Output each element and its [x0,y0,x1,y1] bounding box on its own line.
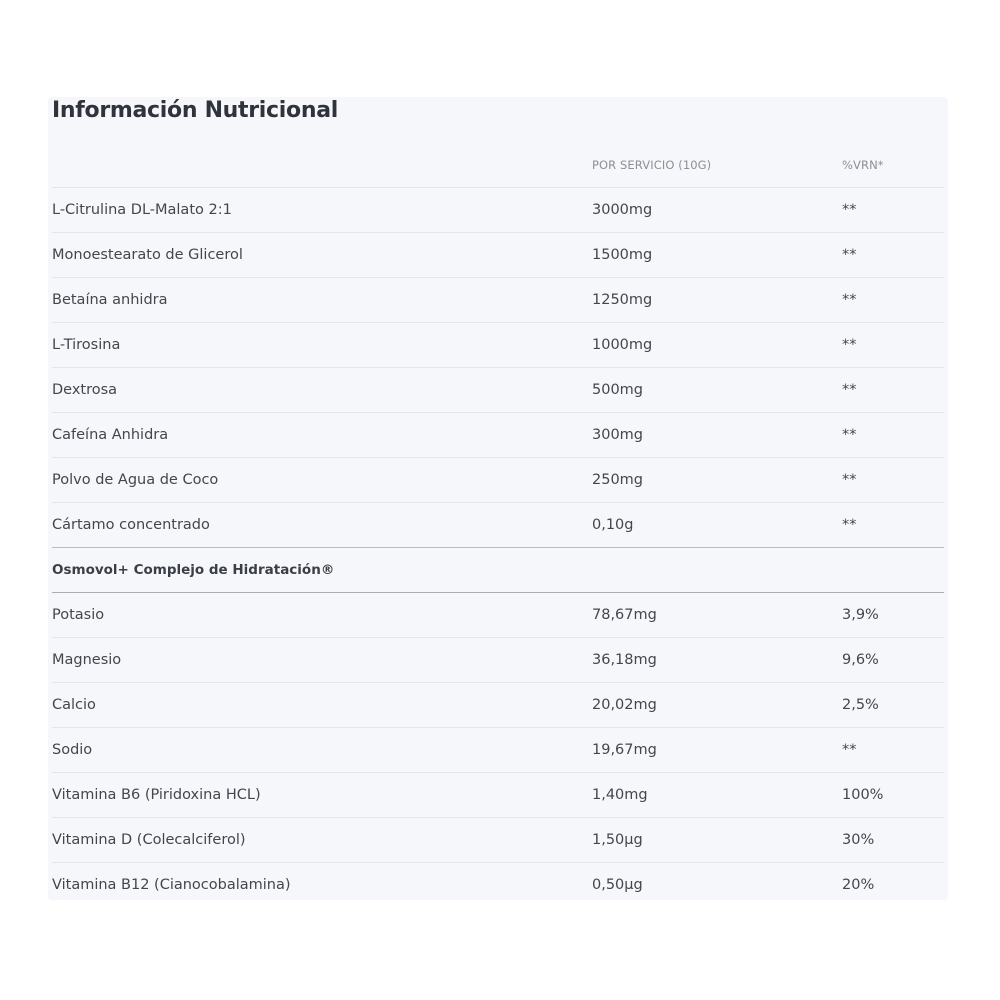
ingredient-vrn: ** [842,413,944,458]
table-row [52,638,944,683]
ingredient-vrn: 20% [842,877,875,893]
ingredient-name: L-Citrulina DL-Malato 2:1 [52,188,592,233]
ingredient-amount: 300mg [592,413,842,458]
ingredient-vrn: ** [842,503,944,548]
column-header-per-serving: POR SERVICIO (10G) [592,143,842,188]
table-row [52,413,944,458]
section-header-row [52,548,944,593]
ingredient-vrn: ** [842,458,944,503]
table-header-row [52,143,944,188]
ingredient-amount: 1500mg [592,233,842,278]
ingredient-vrn: ** [842,188,944,233]
ingredient-name: Vitamina B12 (Cianocobalamina) [52,877,291,893]
table-row [52,368,944,413]
ingredient-amount: 36,18mg [592,638,842,683]
ingredient-amount: 1,40mg [592,773,842,818]
ingredient-vrn: 30% [842,818,944,863]
ingredient-amount: 0,50µg [592,877,643,893]
ingredient-amount: 1000mg [592,323,842,368]
ingredient-vrn: ** [842,728,944,773]
ingredient-name: Cártamo concentrado [52,503,592,548]
column-header-vrn: %VRN* [842,143,944,188]
ingredient-amount: 3000mg [592,188,842,233]
table-row [52,233,944,278]
table-row [52,728,944,773]
table-row [52,818,944,863]
table-row [52,323,944,368]
table-row [52,188,944,233]
table-row [52,773,944,818]
ingredient-name: Dextrosa [52,368,592,413]
ingredient-name: Monoestearato de Glicerol [52,233,592,278]
ingredient-vrn: ** [842,323,944,368]
page-title: Información Nutricional [52,98,338,123]
ingredient-name: Sodio [52,728,592,773]
ingredient-amount: 19,67mg [592,728,842,773]
nutrition-table [52,143,944,907]
ingredient-vrn: ** [842,233,944,278]
ingredient-name: Polvo de Agua de Coco [52,458,592,503]
ingredient-name: Vitamina B6 (Piridoxina HCL) [52,773,592,818]
ingredient-vrn: ** [842,368,944,413]
ingredient-vrn: 2,5% [842,683,944,728]
ingredient-name: Betaína anhidra [52,278,592,323]
table-row [52,278,944,323]
column-header-name [52,143,592,188]
section-title: Osmovol+ Complejo de Hidratación® [52,548,944,593]
ingredient-amount: 0,10g [592,503,842,548]
ingredient-name: Calcio [52,683,592,728]
ingredient-amount: 500mg [592,368,842,413]
ingredient-amount: 20,02mg [592,683,842,728]
table-row [52,593,944,638]
ingredient-vrn: 9,6% [842,638,944,683]
ingredient-amount: 1,50µg [592,818,842,863]
table-row [52,458,944,503]
ingredient-vrn: 100% [842,773,944,818]
ingredient-name: Potasio [52,593,592,638]
ingredient-amount: 78,67mg [592,593,842,638]
ingredient-name: Magnesio [52,638,592,683]
table-row [52,503,944,548]
ingredient-name: L-Tirosina [52,323,592,368]
ingredient-name: Vitamina D (Colecalciferol) [52,818,592,863]
ingredient-amount: 1250mg [592,278,842,323]
table-row [52,683,944,728]
ingredient-amount: 250mg [592,458,842,503]
ingredient-vrn: ** [842,278,944,323]
ingredient-name: Cafeína Anhidra [52,413,592,458]
table-row [52,863,944,908]
ingredient-vrn: 3,9% [842,593,944,638]
